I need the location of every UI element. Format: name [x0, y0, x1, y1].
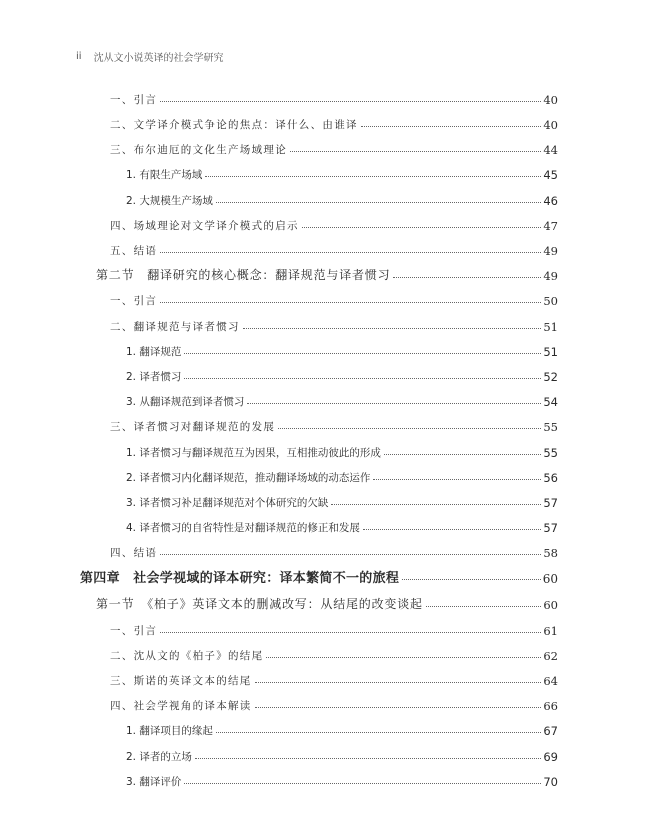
toc-leader-dots [266, 657, 541, 658]
toc-entry-title: 四、场域理论对文学译介模式的启示 [110, 220, 299, 232]
toc-leader-dots [426, 606, 542, 607]
toc-entry[interactable] [110, 137, 558, 157]
toc-entry-title: 二、文学译介模式争论的焦点：译什么、由谁译 [110, 119, 358, 131]
toc-entry-page: 57 [543, 521, 558, 535]
toc-leader-dots [363, 529, 542, 530]
toc-leader-dots [160, 302, 541, 303]
toc-entry-title: 3. 译者惯习补足翻译规范对个体研究的欠缺 [126, 497, 329, 509]
toc-entry-page: 40 [543, 118, 558, 132]
toc-entry[interactable] [126, 515, 558, 535]
toc-entry-title: 第一节 《柏子》英译文本的删减改写：从结尾的改变谈起 [96, 597, 423, 611]
toc-entry-page: 49 [543, 269, 558, 283]
toc-entry[interactable] [126, 389, 558, 409]
toc-entry-title: 一、引言 [110, 295, 158, 307]
toc-entry-page: 55 [543, 420, 558, 434]
toc-entry[interactable] [110, 540, 558, 560]
toc-entry-title: 第四章 社会学视域的译本研究：译本繁简不一的旅程 [80, 571, 400, 586]
toc-entry[interactable] [110, 87, 558, 107]
toc-leader-dots [384, 454, 542, 455]
toc-leader-dots [255, 707, 542, 708]
toc-entry[interactable] [110, 112, 558, 132]
toc-entry-page: 62 [543, 649, 558, 663]
page-number: ii [76, 51, 82, 62]
toc-entry-page: 55 [543, 446, 558, 460]
toc-entry[interactable] [110, 693, 558, 713]
toc-entry[interactable] [126, 744, 558, 764]
toc-entry-page: 50 [543, 294, 558, 308]
toc-leader-dots [247, 403, 541, 404]
toc-entry-page: 66 [543, 699, 558, 713]
toc-leader-dots [243, 328, 542, 329]
toc-entry[interactable] [110, 288, 558, 308]
toc-entry[interactable] [126, 490, 558, 510]
toc-entry-title: 4. 译者惯习的自省特性是对翻译规范的修正和发展 [126, 522, 360, 534]
toc-leader-dots [184, 378, 541, 379]
toc-entry-title: 五、结语 [110, 245, 158, 257]
toc-entry-page: 54 [543, 395, 558, 409]
toc-entry-title: 三、布尔迪厄的文化生产场域理论 [110, 144, 287, 156]
toc-entry-title: 1. 有限生产场域 [126, 169, 203, 181]
toc-leader-dots [216, 732, 542, 733]
toc-entry-title: 2. 译者的立场 [126, 751, 192, 763]
toc-entry[interactable] [126, 440, 558, 460]
toc-entry-page: 40 [543, 93, 558, 107]
toc-entry-page: 67 [543, 724, 558, 738]
toc-leader-dots [160, 252, 541, 253]
toc-entry-title: 2. 译者惯习内化翻译规范，推动翻译场域的动态运作 [126, 472, 371, 484]
toc-leader-dots [290, 151, 541, 152]
toc-entry-page: 57 [543, 496, 558, 510]
toc-entry[interactable] [126, 162, 558, 182]
toc-entry[interactable] [110, 643, 558, 663]
toc-entry[interactable] [126, 188, 558, 208]
toc-entry-page: 56 [543, 471, 558, 485]
toc-entry-page: 45 [543, 168, 558, 182]
toc-entry-title: 1. 翻译规范 [126, 346, 182, 358]
toc-leader-dots [160, 554, 541, 555]
running-header [76, 49, 224, 64]
toc-section-entry[interactable] [96, 263, 558, 283]
toc-entry-title: 1. 翻译项目的缘起 [126, 725, 213, 737]
toc-leader-dots [393, 277, 541, 278]
toc-entry-title: 一、引言 [110, 94, 158, 106]
toc-leader-dots [184, 783, 541, 784]
toc-entry[interactable] [110, 668, 558, 688]
toc-entry-page: 46 [543, 194, 558, 208]
toc-leader-dots [205, 176, 541, 177]
toc-section-entry[interactable] [96, 592, 558, 612]
toc-entry-page: 47 [543, 219, 558, 233]
toc-entry[interactable] [110, 618, 558, 638]
toc-leader-dots [373, 479, 541, 480]
toc-entry-title: 1. 译者惯习与翻译规范互为因果，互相推动彼此的形成 [126, 447, 381, 459]
toc-entry-title: 三、译者惯习对翻译规范的发展 [110, 421, 276, 433]
toc-entry-title: 四、社会学视角的译本解读 [110, 700, 252, 712]
toc-entry[interactable] [126, 769, 558, 789]
toc-chapter-entry[interactable] [80, 566, 558, 586]
toc-entry-page: 51 [543, 345, 558, 359]
toc-entry[interactable] [126, 339, 558, 359]
toc-entry-title: 三、斯诺的英译文本的结尾 [110, 675, 252, 687]
toc-entry-page: 58 [543, 546, 558, 560]
toc-entry[interactable] [110, 213, 558, 233]
toc-entry-page: 60 [542, 572, 558, 586]
toc-leader-dots [160, 101, 541, 102]
toc-entry[interactable] [110, 414, 558, 434]
toc-leader-dots [302, 227, 542, 228]
toc-leader-dots [184, 353, 541, 354]
toc-entry-title: 2. 译者惯习 [126, 371, 182, 383]
toc-entry[interactable] [126, 718, 558, 738]
toc-leader-dots [216, 202, 542, 203]
toc-leader-dots [195, 758, 542, 759]
toc-leader-dots [160, 632, 541, 633]
toc-entry[interactable] [110, 314, 558, 334]
toc-entry-page: 61 [543, 624, 558, 638]
toc-entry-title: 二、翻译规范与译者惯习 [110, 321, 240, 333]
toc-entry-page: 70 [543, 775, 558, 789]
toc-leader-dots [331, 504, 541, 505]
toc-entry-title: 第二节 翻译研究的核心概念：翻译规范与译者惯习 [96, 268, 391, 282]
toc-entry-title: 2. 大规模生产场域 [126, 195, 213, 207]
toc-leader-dots [255, 682, 542, 683]
toc-entry-page: 60 [543, 598, 558, 612]
toc-entry-title: 3. 翻译评价 [126, 776, 182, 788]
toc-entry-page: 51 [543, 320, 558, 334]
toc-leader-dots [402, 579, 541, 580]
toc-entry-title: 一、引言 [110, 625, 158, 637]
toc-entry-page: 52 [543, 370, 558, 384]
running-title: 沈从文小说英译的社会学研究 [93, 53, 224, 64]
toc-entry-page: 69 [543, 750, 558, 764]
toc-entry[interactable] [110, 238, 558, 258]
toc-entry[interactable] [126, 465, 558, 485]
toc-entry-title: 四、结语 [110, 547, 158, 559]
toc-leader-dots [278, 428, 541, 429]
toc-entry[interactable] [126, 364, 558, 384]
toc-entry-title: 二、沈从文的《柏子》的结尾 [110, 650, 264, 662]
toc-entry-title: 3. 从翻译规范到译者惯习 [126, 396, 245, 408]
toc-entry-page: 44 [543, 143, 558, 157]
toc-entry-page: 64 [543, 674, 558, 688]
toc-leader-dots [361, 126, 542, 127]
toc-entry-page: 49 [543, 244, 558, 258]
